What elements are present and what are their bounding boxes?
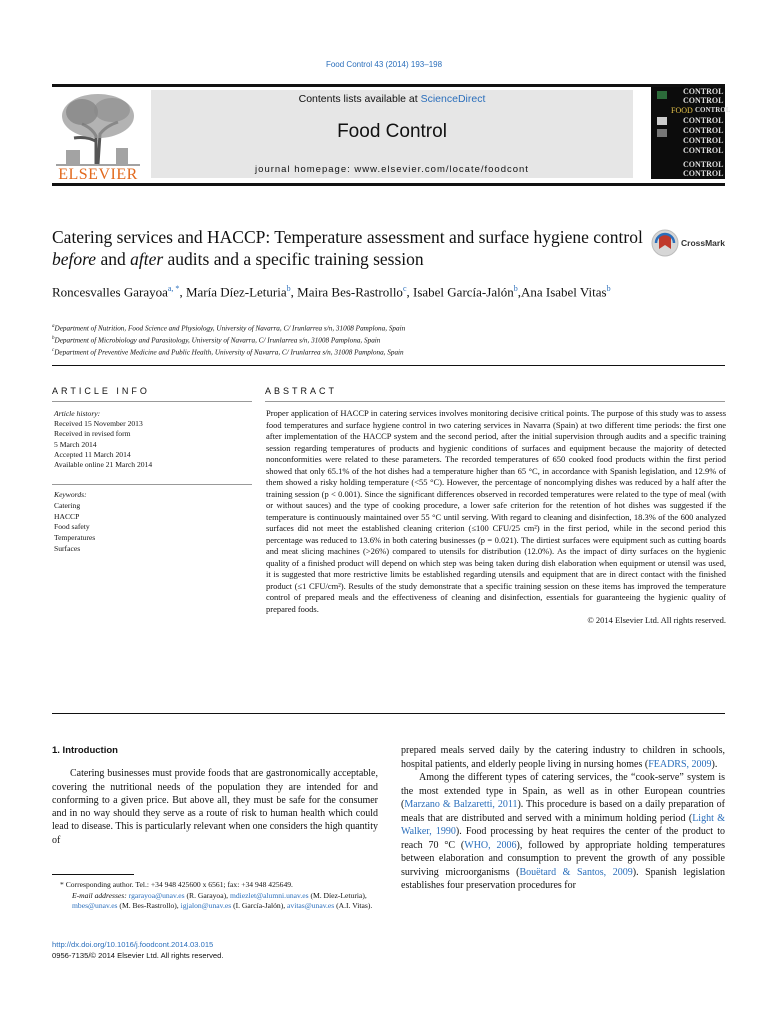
email-link[interactable]: mbes@unav.es: [72, 901, 118, 911]
author-affiliation-marker[interactable]: b: [606, 284, 611, 293]
history-entry: Available online 21 March 2014: [54, 460, 153, 470]
cover-text: CONTROL: [683, 116, 724, 125]
footnote: [52, 880, 378, 912]
abstract-copyright: © 2014 Elsevier Ltd. All rights reserved.: [587, 615, 726, 625]
header-top-rule: [52, 84, 725, 87]
email-link[interactable]: avitas@unav.es: [287, 901, 335, 911]
author-affiliation-marker[interactable]: b: [286, 284, 291, 293]
abstract-rule: [265, 401, 725, 402]
keywords-block: [54, 490, 254, 555]
author-affiliation-marker[interactable]: a, *: [167, 284, 180, 293]
email-owner: (M. Bes-Rastrollo),: [117, 901, 181, 911]
cover-text: CONTROL: [695, 106, 731, 114]
article-title: [52, 226, 652, 270]
crossmark-label: CrossMark: [681, 238, 725, 248]
cover-image-block: [657, 129, 667, 137]
crossmark-badge[interactable]: [651, 229, 731, 259]
article-history: [54, 409, 254, 470]
keyword: Food safety: [54, 522, 90, 532]
reference-link[interactable]: Bouëtard & Santos, 2009: [519, 866, 633, 878]
author-name: María Díez-Leturia: [185, 284, 287, 300]
keywords-label: Keywords:: [54, 490, 87, 499]
keyword: Surfaces: [54, 543, 81, 553]
email-owner: (R. Garayoa),: [184, 890, 230, 900]
affiliations: [52, 322, 692, 359]
email-owner: (M. Díez-Leturia),: [308, 890, 367, 900]
body-text: Among the different types of catering services, the “cook-serve” system is the most extended type in Spain, as well as in other European countries (: [401, 772, 725, 810]
cover-text: CONTROL: [683, 87, 724, 96]
affiliation-line: [52, 334, 692, 346]
affiliation-text: Department of Nutrition, Food Science and Physiology, University of Navarra, C/ Irunlarrea s/n, 31008 Pamplona, Spain: [54, 324, 406, 333]
abstract-text: Proper application of HACCP in catering services involves monitoring decisive critical points. The purpose of this study was to assess food temperatures and surface hygiene control in two catering services in Navarra (Spain) at two different time periods: the first one after implementation of the HACCP system and the second period, after the initial supervision through audits and a specific training session regarding temperatures of products and hygienic conditions of surfaces and equipment because the majority of detected nonconformities were related to these parameters. The recorded temperatures of 650 cooked food products within the first period showed that only 65.1% of the hot dishes had a temperature higher than 65 °C, in accordance with Spanish legislation, and 12.9% of them showed a risky holding temperature (<55 °C). However, the percentage of noncomplying dishes was reduced by a half after the training session (p < 0.001). Since the significant differences observed in recorded temperatures were related to the type of meal (with or without sauces) and the type of cooking procedure, a lower safe criterion for the retention of hot dishes was suggested if the temperature is continuously maintained over 55 °C until serving. With regard to cleaning and disinfection, 18.3% of the 600 analyzed surfaces did not meet the established cleaning criterion (≤100 CFU/25 cm²) in the first period, while in the second period this percentage was reduced to 13.6% in both catering businesses (p = 0.021). The dirtiest surfaces were equipment such as cutting boards and meat slicing machines (>26%) compared to utensils for distribution (12.0%). As the impact of dirty surfaces on the hygienic quality of a finished product will depend on which step was being taken during dish elaboration when equipment or utensil was used, it is suggested that more restrictive limits be established regarding utensils and equipment that are in direct contact with the finished product (≤1 CFU/cm²). Results of the study demonstrate that a specific training session on these items has improved the temperature control of prepared meals and the effectiveness of cleaning and disinfection, essentials for guaranteeing the hygienic quality of prepared foods.: [266, 408, 726, 614]
affiliation-text: Department of Preventive Medicine and Public Health, University of Navarra, C/ Irunlarrea s/n, 31008 Pamplona, Spain: [54, 348, 404, 357]
reference-link[interactable]: Marzano & Balzaretti, 2011: [404, 799, 518, 810]
affiliation-line: [52, 322, 692, 334]
email-label: E-mail addresses:: [72, 890, 129, 900]
affiliation-marker: c: [52, 348, 55, 354]
email-link[interactable]: rgarayoa@unav.es: [128, 890, 185, 900]
body-text: ). This procedure is based on a daily preparation of meals that are distributed and served with a minimum holding period (: [401, 799, 726, 824]
reference-link[interactable]: FEADRS, 2009: [648, 758, 712, 770]
body-paragraph: Catering businesses must provide foods that are gastronomically acceptable, covering the nutritional needs of the population they are intended for and conforming to a given price. But above all, they must be safe for the consumer and in no way should they serve as a route of risk to human health which could lead to disease. This is particularly relevant when one considers the high quantity of: [52, 768, 378, 846]
email-owner: (A.I. Vitas).: [334, 901, 373, 911]
email-link[interactable]: mdiezlet@alumni.unav.es: [229, 890, 309, 900]
author-separator: ,: [517, 284, 521, 300]
author-name: Roncesvalles Garayoa: [52, 284, 168, 300]
journal-title: Food Control: [337, 121, 447, 142]
keyword: Temperatures: [54, 533, 96, 543]
abstract-block: [266, 408, 726, 627]
footnote-rule: [52, 874, 134, 875]
journal-homepage[interactable]: journal homepage: www.elsevier.com/locate/foodcont: [255, 164, 529, 175]
affiliation-text: Department of Microbiology and Parasitology, University of Navarra, C/ Irunlarrea s/n, 31008 Pamplona, Spain: [54, 336, 381, 345]
article-info-rule: [52, 401, 252, 402]
affiliation-marker: b: [52, 336, 55, 342]
section-heading: 1. Introduction: [52, 745, 118, 756]
journal-cover-thumbnail[interactable]: [651, 87, 731, 179]
issn-copyright: 0956-7135/© 2014 Elsevier Ltd. All rights reserved.: [52, 950, 224, 960]
title-emphasis: before: [52, 249, 97, 269]
reference-link[interactable]: WHO, 2006: [464, 839, 517, 851]
title-text: audits and a specific training session: [163, 249, 424, 269]
author-affiliation-marker[interactable]: c: [402, 284, 407, 293]
body-column-left: [52, 744, 378, 847]
section-rule: [52, 365, 725, 366]
doi-link[interactable]: http://dx.doi.org/10.1016/j.foodcont.2014.03.015: [52, 940, 214, 949]
header-bottom-rule: [52, 183, 725, 186]
keywords-rule: [52, 484, 252, 485]
cover-text: CONTROL: [683, 146, 724, 155]
history-entry: Accepted 11 March 2014: [54, 449, 131, 459]
affiliation-line: [52, 346, 692, 358]
body-paragraph: [401, 744, 725, 771]
title-text: Catering services and HACCP: Temperature assessment and surface hygiene control: [52, 227, 643, 247]
history-label: Article history:: [54, 409, 101, 418]
abstract-heading: ABSTRACT: [265, 386, 338, 396]
author-separator: ,: [290, 284, 298, 300]
cover-image-block: [657, 117, 667, 125]
section-rule: [52, 713, 725, 714]
body-text: ). Food processing by heat requires the center of the product to reach 70 °C (: [401, 826, 725, 851]
cover-food-text: FOOD: [671, 106, 693, 115]
body-column-right: [401, 744, 725, 893]
history-entry: Received in revised form: [54, 429, 131, 439]
body-paragraph: [401, 771, 725, 893]
sciencedirect-link[interactable]: ScienceDirect: [420, 93, 486, 105]
corresponding-author: * Corresponding author. Tel.: +34 948 425600 x 6561; fax: +34 948 425649.: [60, 880, 293, 889]
crossmark-icon: [651, 229, 679, 257]
body-text: prepared meals served daily by the catering industry to children in schools, hospital patients, and elderly people living in nursing homes (: [401, 745, 725, 770]
contents-availability: [151, 93, 633, 105]
email-addresses: [52, 891, 378, 912]
journal-citation-link[interactable]: Food Control 43 (2014) 193–198: [325, 60, 443, 69]
author-separator: ,: [406, 284, 413, 300]
body-text: ).: [711, 758, 718, 770]
publisher-name: ELSEVIER: [58, 166, 138, 183]
body-text: ), followed by appropriate holding temperatures between elaboration and consumption to prevent the growth of any possible surviving microorganisms (: [401, 839, 725, 878]
contents-prefix: Contents lists available at: [298, 93, 421, 105]
body-text: ). Spanish legislation establishes four preservation procedures for: [401, 866, 725, 891]
author-separator: ,: [179, 284, 186, 300]
reference-link[interactable]: Light & Walker, 1990: [401, 812, 725, 837]
keyword: HACCP: [54, 511, 80, 521]
email-owner: (I. García-Jalón),: [231, 901, 288, 911]
author-name: Ana Isabel Vitas: [520, 284, 607, 300]
cover-text: CONTROL: [683, 96, 724, 105]
cover-text: CONTROL: [683, 169, 724, 178]
title-text: and: [96, 249, 131, 269]
email-link[interactable]: igjalon@unav.es: [180, 901, 232, 911]
cover-image-block: [657, 91, 667, 99]
author-affiliation-marker[interactable]: b: [513, 284, 518, 293]
doi-block: [52, 940, 378, 961]
author-list: [52, 280, 692, 301]
article-info-heading: ARTICLE INFO: [52, 386, 150, 396]
cover-text: CONTROL: [683, 160, 724, 169]
author-name: Isabel García-Jalón: [413, 284, 514, 300]
cover-text: CONTROL: [683, 136, 724, 145]
history-entry: 5 March 2014: [54, 439, 97, 449]
cover-text: CONTROL: [683, 126, 724, 135]
history-entry: Received 15 November 2013: [54, 419, 143, 429]
affiliation-marker: a: [52, 324, 55, 329]
title-emphasis: after: [130, 249, 164, 269]
keyword: Catering: [54, 500, 81, 510]
author-name: Maira Bes-Rastrollo: [297, 284, 403, 300]
